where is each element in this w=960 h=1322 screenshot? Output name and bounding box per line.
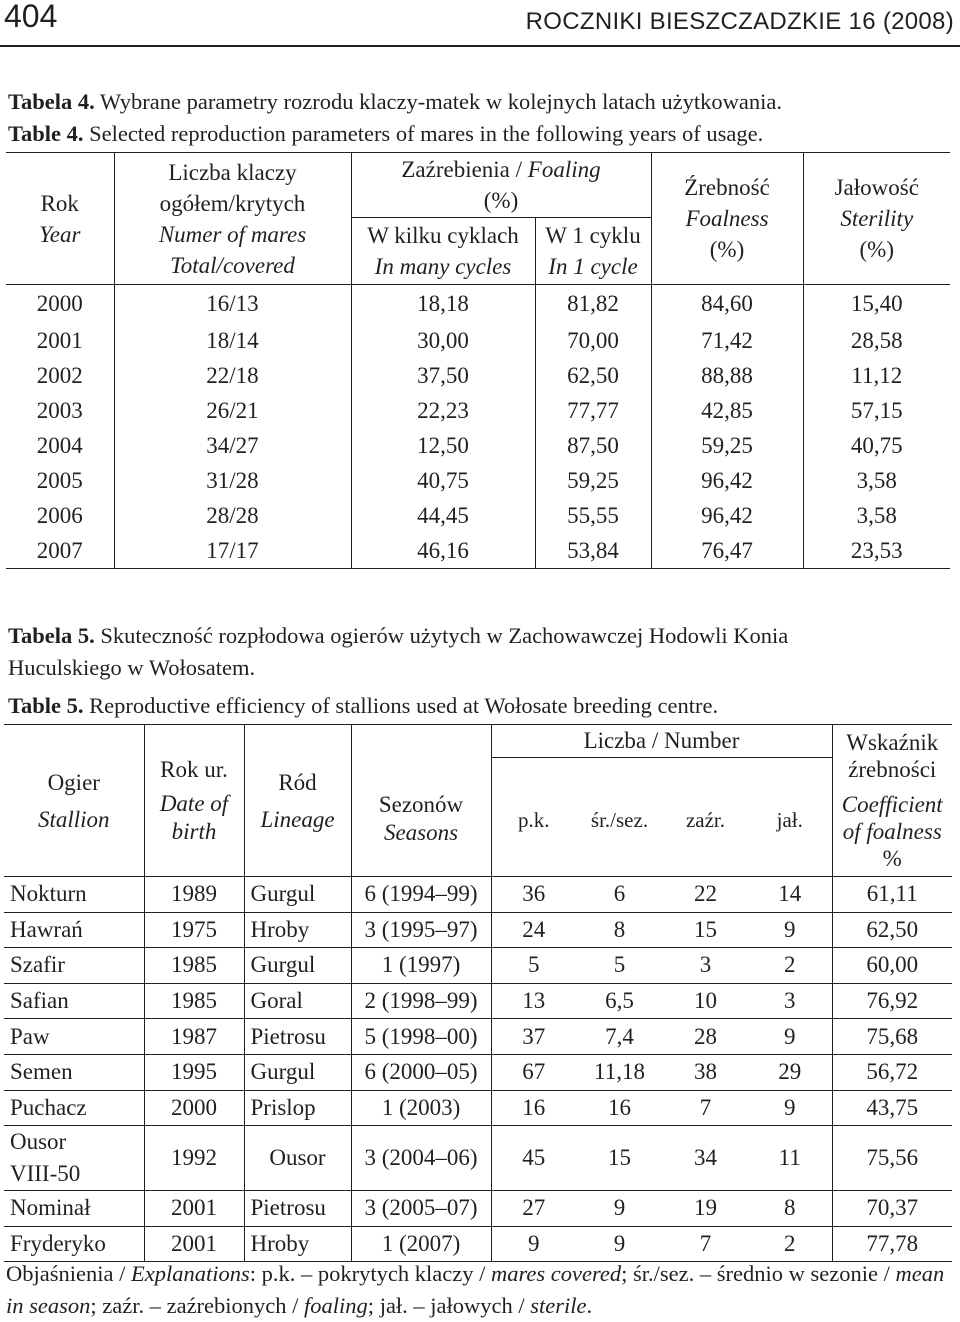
table5-caption-en: Table 5. Reproductive efficiency of stallions used at Wołosate breeding centre.	[8, 693, 719, 718]
table4-cell-many-cycles: 30,00	[351, 323, 535, 358]
table4-cell-one-cycle: 53,84	[535, 533, 651, 569]
table5-header-lineage: Ród Lineage	[244, 725, 351, 877]
table-row	[4, 1019, 952, 1055]
table-row	[4, 1054, 952, 1090]
table5-header-number: Liczba / Number	[491, 725, 832, 758]
table5-cell-seasons: 3 (1995–97)	[351, 912, 491, 948]
table5-cell-zazr: 28	[663, 1019, 748, 1055]
table5-header-zazr: zaźr.	[663, 758, 748, 877]
table4-caption-en: Table 4. Selected reproduction parameters of mares in the following years of usage.	[8, 121, 764, 146]
table4-cell-sterility: 40,75	[850, 432, 903, 458]
table5-header-jal: jał.	[748, 758, 832, 877]
table4-cell-sterility: 23,53	[803, 533, 950, 569]
table-row	[4, 948, 952, 984]
table5-header-pk: p.k.	[491, 758, 576, 877]
header-rule	[0, 45, 960, 47]
table5-cell-lineage: Hroby	[244, 1226, 351, 1262]
table4-header-row1	[6, 153, 950, 218]
table4-cell-mares: 22/18	[114, 358, 351, 393]
table4-cell-one-cycle: 77,77	[535, 393, 651, 428]
table5-cell-pk: 5	[491, 948, 576, 984]
table5-cell-seasons: 5 (1998–00)	[351, 1019, 491, 1055]
table5-cell-birth-year: 1989	[144, 877, 244, 913]
table5-cell-stallion: Fryderyko	[4, 1226, 144, 1262]
table5-cell-lineage: Goral	[244, 983, 351, 1019]
table5-cell-coefficient: 75,56	[832, 1126, 952, 1191]
table4-cell-one-cycle: 81,82	[535, 285, 651, 324]
table-row	[4, 1126, 952, 1191]
table4-cell-mares: 16/13	[114, 285, 351, 324]
table4-cell-foalness: 76,47	[651, 533, 803, 569]
table5-cell-coefficient: 61,11	[832, 877, 952, 913]
table4-cell-mares: 31/28	[114, 463, 351, 498]
table-row	[6, 428, 950, 463]
table5-header-stallion: Ogier Stallion	[4, 725, 144, 877]
table5-cell-zazr: 34	[663, 1126, 748, 1191]
table5-cell-seasons: 2 (1998–99)	[351, 983, 491, 1019]
table4-cell-sterility: 57,15	[850, 397, 903, 423]
table5-cell-pk: 13	[491, 983, 576, 1019]
table5-cell-jal: 14	[748, 877, 832, 913]
table4-cell-one-cycle: 59,25	[535, 463, 651, 498]
table5-cell-sr: 5	[576, 948, 663, 984]
table5-cell-zazr: 10	[663, 983, 748, 1019]
table4-cell-foalness: 42,85	[651, 393, 803, 428]
table4-header-foaling: Zaźrebienia / Foaling (%)	[351, 153, 651, 218]
table5-cell-jal: 9	[748, 912, 832, 948]
table5-cell-lineage: Pietrosu	[244, 1191, 351, 1227]
table-row	[4, 912, 952, 948]
table5-cell-jal: 29	[748, 1054, 832, 1090]
table5-cell-stallion: Safian	[4, 983, 144, 1019]
table4-cell-mares: 34/27	[114, 428, 351, 463]
table4-cell-year: 2003	[6, 393, 114, 428]
table5-cell-birth-year: 1975	[144, 912, 244, 948]
table4-cell-many-cycles: 44,45	[351, 498, 535, 533]
table-row	[6, 533, 950, 569]
table5-cell-stallion: Nominał	[4, 1191, 144, 1227]
table5-header-birth: Rok ur. Date of birth	[144, 725, 244, 877]
table4-cell-many-cycles: 37,50	[351, 358, 535, 393]
table5-cell-pk: 67	[491, 1054, 576, 1090]
table5	[4, 724, 952, 1262]
table4-header-sterility: Jałowość Sterility (%)	[803, 153, 950, 285]
table5-cell-stallion: Ousor VIII-50	[4, 1126, 144, 1191]
table5-cell-seasons: 1 (2007)	[351, 1226, 491, 1262]
table5-cell-sr: 6,5	[576, 983, 663, 1019]
table4-cell-many-cycles: 46,16	[351, 533, 535, 569]
table5-cell-zazr: 3	[663, 948, 748, 984]
table4-cell-year: 2002	[6, 358, 114, 393]
table-row	[4, 1226, 952, 1262]
table5-cell-stallion: Szafir	[4, 948, 144, 984]
table-row	[4, 1090, 952, 1126]
table-row	[4, 877, 952, 913]
table4-cell-mares: 28/28	[114, 498, 351, 533]
table4-cell-year: 2007	[6, 533, 114, 569]
table5-cell-zazr: 7	[663, 1090, 748, 1126]
table4-cell-sterility: 3,58	[856, 502, 897, 528]
table5-cell-stallion: Puchacz	[4, 1090, 144, 1126]
table5-cell-zazr: 15	[663, 912, 748, 948]
table5-cell-lineage: Prislop	[244, 1090, 351, 1126]
table5-cell-zazr: 7	[663, 1226, 748, 1262]
table5-cell-coefficient: 70,37	[832, 1191, 952, 1227]
table5-header-sr: śr./sez.	[576, 758, 663, 877]
table5-cell-sr: 6	[576, 877, 663, 913]
table4-cell-year: 2001	[6, 323, 114, 358]
table5-cell-seasons: 1 (2003)	[351, 1090, 491, 1126]
table-row	[4, 1191, 952, 1227]
page-header	[0, 0, 960, 46]
table4-cell-year: 2004	[6, 428, 114, 463]
table5-cell-jal: 9	[748, 1090, 832, 1126]
table5-cell-birth-year: 2001	[144, 1226, 244, 1262]
table5-cell-coefficient: 56,72	[832, 1054, 952, 1090]
table5-cell-zazr: 22	[663, 877, 748, 913]
table5-cell-coefficient: 75,68	[832, 1019, 952, 1055]
table4-header-one-cycle: W 1 cyklu In 1 cycle	[535, 218, 651, 285]
table4-cell-foalness: 96,42	[651, 498, 803, 533]
table5-cell-birth-year: 1985	[144, 983, 244, 1019]
table5-cell-lineage: Gurgul	[244, 877, 351, 913]
table-row	[6, 358, 950, 393]
table4-header-year: Rok Year	[6, 153, 114, 285]
table5-cell-birth-year: 2000	[144, 1090, 244, 1126]
table4-cell-one-cycle: 70,00	[535, 323, 651, 358]
table4-cell-foalness: 59,25	[651, 428, 803, 463]
table5-cell-lineage: Gurgul	[244, 1054, 351, 1090]
table5-cell-lineage: Pietrosu	[244, 1019, 351, 1055]
table4-header-many-cycles: W kilku cyklach In many cycles	[351, 218, 535, 285]
table5-cell-pk: 24	[491, 912, 576, 948]
table-row	[6, 285, 950, 324]
table4-cell-many-cycles: 12,50	[351, 428, 535, 463]
table5-caption-pl-2: Huculskiego w Wołosatem.	[8, 655, 256, 680]
table5-cell-lineage: Gurgul	[244, 948, 351, 984]
table5-cell-pk: 16	[491, 1090, 576, 1126]
table4-cell-year: 2006	[6, 498, 114, 533]
table5-cell-coefficient: 62,50	[832, 912, 952, 948]
table-row	[6, 463, 950, 498]
table5-cell-jal: 3	[748, 983, 832, 1019]
table5-cell-sr: 8	[576, 912, 663, 948]
table5-cell-jal: 2	[748, 1226, 832, 1262]
table4-header-foalness: Źrebność Foalness (%)	[651, 153, 803, 285]
table5-cell-stallion: Semen	[4, 1054, 144, 1090]
table5-cell-lineage: Hroby	[244, 912, 351, 948]
table5-caption-pl-1: Tabela 5. Skuteczność rozpłodowa ogierów użytych w Zachowawczej Hodowli Konia	[8, 623, 789, 648]
table5-cell-birth-year: 1992	[144, 1126, 244, 1191]
table5-cell-jal: 8	[748, 1191, 832, 1227]
table5-cell-coefficient: 60,00	[832, 948, 952, 984]
table5-cell-sr: 7,4	[576, 1019, 663, 1055]
table5-cell-sr: 15	[576, 1126, 663, 1191]
table5-cell-sr: 9	[576, 1226, 663, 1262]
table4-cell-sterility: 28,58	[850, 327, 903, 353]
table5-cell-pk: 45	[491, 1126, 576, 1191]
table-row	[6, 323, 950, 358]
table4-cell-one-cycle: 62,50	[535, 358, 651, 393]
table4	[6, 152, 950, 569]
table5-cell-coefficient: 77,78	[832, 1226, 952, 1262]
table-row	[6, 498, 950, 533]
table5-cell-pk: 9	[491, 1226, 576, 1262]
table-row	[4, 983, 952, 1019]
table5-cell-birth-year: 1987	[144, 1019, 244, 1055]
table5-cell-zazr: 19	[663, 1191, 748, 1227]
table4-cell-many-cycles: 40,75	[351, 463, 535, 498]
table5-cell-birth-year: 1995	[144, 1054, 244, 1090]
table5-cell-zazr: 38	[663, 1054, 748, 1090]
page-number: 404	[4, 0, 58, 34]
table5-cell-seasons: 3 (2005–07)	[351, 1191, 491, 1227]
table4-cell-sterility: 3,58	[856, 467, 897, 493]
table5-cell-seasons: 6 (2000–05)	[351, 1054, 491, 1090]
table5-cell-birth-year: 1985	[144, 948, 244, 984]
table5-cell-stallion: Hawrań	[4, 912, 144, 948]
table5-cell-jal: 11	[748, 1126, 832, 1191]
table4-header-mares: Liczba klaczy ogółem/krytych Numer of mares Total/covered	[114, 153, 351, 285]
table5-explanations: Objaśnienia / Explanations: p.k. – pokrytych klaczy / mares covered; śr./sez. – średnio w sezonie / mean in season; zaźr. – zaźrebionych / foaling; jał. – jałowych / sterile.	[6, 1261, 945, 1318]
table4-cell-year: 2000	[6, 285, 114, 324]
table4-cell-foalness: 96,42	[651, 463, 803, 498]
table4-cell-year: 2005	[6, 463, 114, 498]
table5-cell-seasons: 1 (1997)	[351, 948, 491, 984]
table5-cell-pk: 27	[491, 1191, 576, 1227]
table5-cell-sr: 9	[576, 1191, 663, 1227]
table4-cell-foalness: 88,88	[651, 358, 803, 393]
table4-cell-foalness: 71,42	[651, 323, 803, 358]
table5-cell-jal: 9	[748, 1019, 832, 1055]
table4-cell-one-cycle: 55,55	[535, 498, 651, 533]
table5-cell-birth-year: 2001	[144, 1191, 244, 1227]
table4-cell-sterility: 11,12	[851, 362, 903, 388]
journal-title: ROCZNIKI BIESZCZADZKIE 16 (2008)	[525, 8, 954, 35]
table4-cell-foalness: 84,60	[651, 285, 803, 324]
table4-cell-many-cycles: 18,18	[351, 285, 535, 324]
table5-cell-coefficient: 76,92	[832, 983, 952, 1019]
table4-cell-one-cycle: 87,50	[535, 428, 651, 463]
table4-cell-mares: 17/17	[114, 533, 351, 569]
table5-header-seasons: Sezonów Seasons	[351, 725, 491, 877]
table5-cell-stallion: Nokturn	[4, 877, 144, 913]
table4-cell-sterility: 15,40	[850, 291, 903, 316]
table5-cell-pk: 36	[491, 877, 576, 913]
table5-cell-lineage: Ousor	[244, 1126, 351, 1191]
table5-cell-coefficient: 43,75	[832, 1090, 952, 1126]
table5-cell-pk: 37	[491, 1019, 576, 1055]
table5-cell-seasons: 6 (1994–99)	[351, 877, 491, 913]
table4-cell-many-cycles: 22,23	[351, 393, 535, 428]
table5-cell-stallion: Paw	[4, 1019, 144, 1055]
table4-cell-mares: 26/21	[114, 393, 351, 428]
table5-cell-sr: 16	[576, 1090, 663, 1126]
table5-header-row1	[4, 725, 952, 758]
table4-cell-mares: 18/14	[114, 323, 351, 358]
table5-header-coefficient: Wskaźnik źrebności Coefficient of foalness %	[832, 725, 952, 877]
table4-caption-pl: Tabela 4. Wybrane parametry rozrodu klaczy-matek w kolejnych latach użytkowania.	[8, 89, 783, 114]
table-row	[6, 393, 950, 428]
table5-cell-sr: 11,18	[576, 1054, 663, 1090]
table5-cell-seasons: 3 (2004–06)	[351, 1126, 491, 1191]
table5-cell-jal: 2	[748, 948, 832, 984]
